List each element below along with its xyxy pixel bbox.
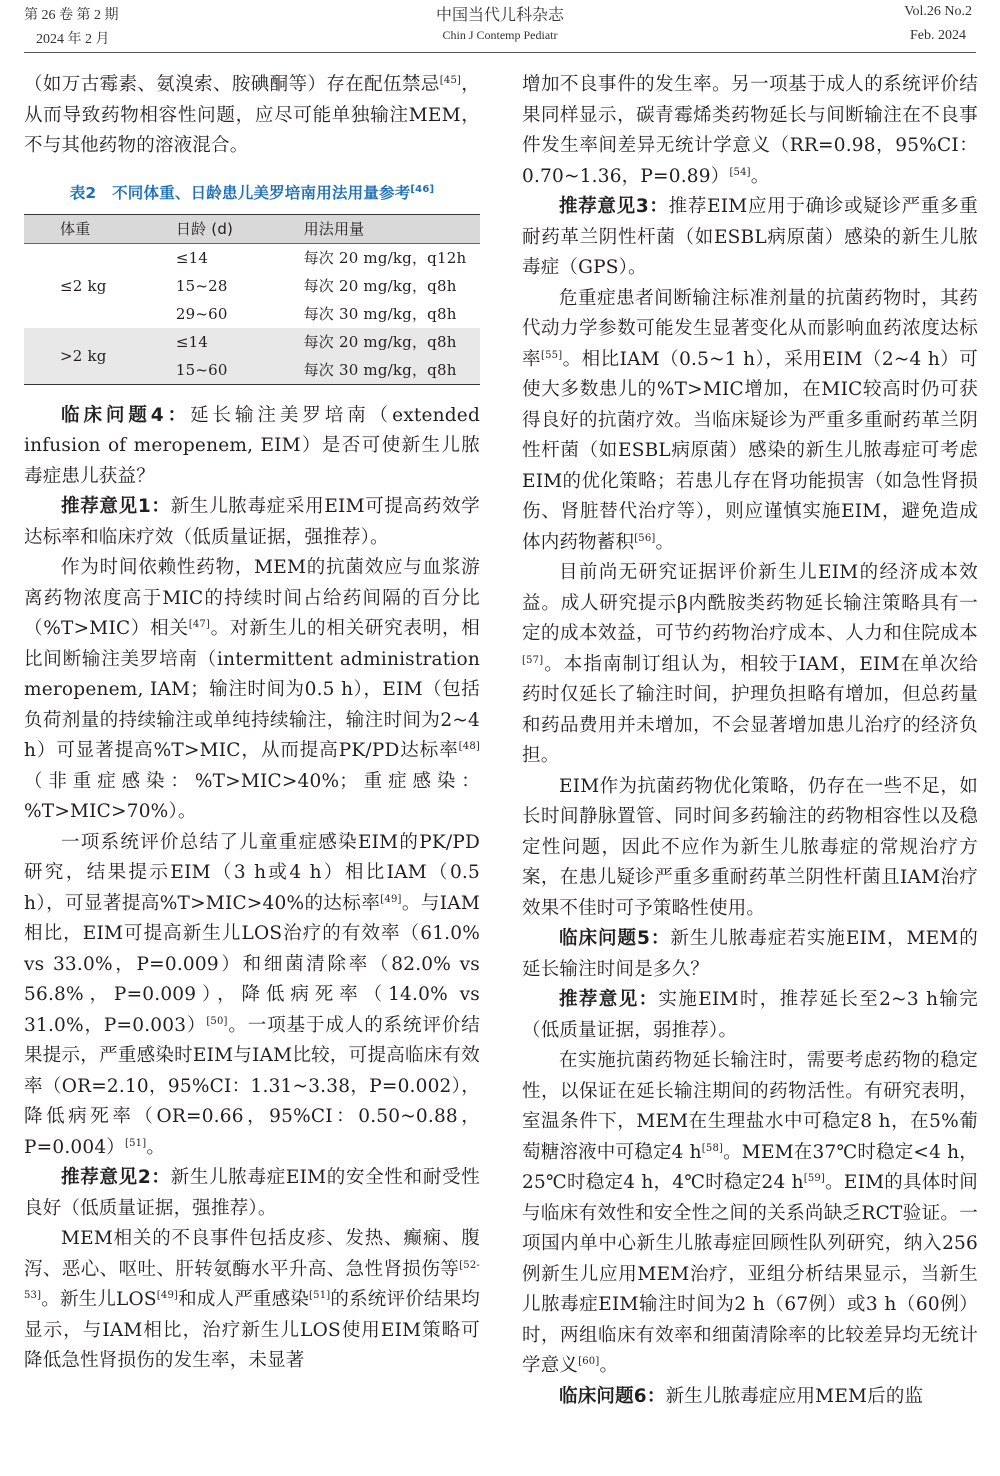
volume-issue-en: Vol.26 No.2 [904,4,972,19]
header-rule [24,52,976,53]
table-row: >2 kg ≤14 每次 20 mg/kg，q8h [24,328,480,356]
table-header: 用法用量 [298,214,480,243]
journal-title-en: Chin J Contemp Pediatr [442,28,558,42]
right-column [522,70,978,1412]
left-column [24,70,480,1377]
recommendation-2: 推荐意见2：新生儿脓毒症EIM的安全性和耐受性良好（低质量证据，强推荐）。 [24,1167,480,1219]
recommendation-3: 推荐意见3：推荐EIM应用于确诊或疑诊严重多重耐药革兰阴性杆菌（如ESBL病原菌）感染的新生儿脓毒症（GPS）。 [522,196,978,278]
table-row: 29~60 每次 30 mg/kg，q8h [175,304,457,323]
publication-date-en: Feb. 2024 [910,28,966,43]
table-row: 15~60 每次 30 mg/kg，q8h [24,356,480,385]
table-caption: 表2 不同体重、日龄患儿美罗培南用法用量参考[46] [69,183,435,202]
paragraph: 目前尚无研究证据评价新生儿EIM的经济成本效益。成人研究提示β内酰胺类药物延长输注策略具有一定的成本效益，可节约药物治疗成本、人力和住院成本[57]。本指南制订组认为，相较于IAM，EIM在单次给药时仅延长了输注时间，护理负担略有增加，但总药量和药品费用并未增加，不会显著增加患儿治疗的经济负担。 [522,562,978,766]
dosage-table [24,214,480,385]
paragraph: EIM作为抗菌药物优化策略，仍存在一些不足，如长时间静脉置管、同时间多药输注的药物相容性以及稳定性问题，因此不应作为新生儿脓毒症的常规治疗方案，在患儿疑诊严重多重耐药革兰阴性杆菌且IAM治疗效果不佳时可予策略性使用。 [522,775,978,919]
table-header: 日龄 (d) [170,214,298,243]
clinical-question-5: 临床问题5：新生儿脓毒症若实施EIM，MEM的延长输注时间是多久？ [522,928,979,980]
clinical-question-6: 临床问题6：新生儿脓毒症应用MEM后的监 [559,1385,924,1407]
clinical-question-4: 临床问题4：延长输注美罗培南（extended infusion of meropenem, EIM）是否可使新生儿脓毒症患儿获益？ [24,404,480,487]
table-row: ≤2 kg ≤14 每次 20 mg/kg，q12h [60,248,467,295]
paragraph: MEM相关的不良事件包括皮疹、发热、癫痫、腹泻、恶心、呕吐、肝转氨酶水平升高、急性肾损伤等[52-53]。新生儿LOS[49]和成人严重感染[51]的系统评价结果均显示，与IAM相比，治疗新生儿LOS使用EIM策略可降低急性肾损伤的发生率，未显著 [24,1228,480,1371]
paragraph: （如万古霉素、氨溴索、胺碘酮等）存在配伍禁忌[45]，从而导致药物相容性问题，应尽可能单独输注MEM，不与其他药物的溶液混合。 [24,74,481,156]
running-header [0,0,1000,56]
journal-title: 中国当代儿科杂志 [435,7,564,24]
volume-issue: 第 26 卷 第 2 期 [24,8,119,23]
table-header: 体重 [24,214,170,243]
paragraph: 增加不良事件的发生率。另一项基于成人的系统评价结果同样显示，碳青霉烯类药物延长与间断输注在不良事件发生率间差异无统计学意义（RR=0.98，95%CI：0.70~1.36，P=0.89）[54]。 [522,74,978,187]
publication-date: 2024 年 2 月 [36,32,110,47]
recommendation: 推荐意见：实施EIM时，推荐延长至2~3 h输完（低质量证据，弱推荐）。 [522,989,978,1041]
paragraph: 一项系统评价总结了儿童重症感染EIM的PK/PD研究，结果提示EIM（3 h或4 h）相比IAM（0.5 h），可显著提高%T>MIC>40%的达标率[49]。与IAM相比，EIM可提高新生儿LOS治疗的有效率（61.0% vs 33.0%，P=0.009）和细菌清除率（82.0% vs 56.8%，P=0.009），降低病死率（14.0% vs 31.0%，P=0.003）[50]。一项基于成人的系统评价结果提示，严重感染时EIM与IAM比较，可提高临床有效率（OR=2.10，95%CI：1.31~3.38，P=0.002），降低病死率（OR=0.66，95%CI：0.50~0.88，P=0.004）[51]。 [24,831,480,1158]
paragraph: 作为时间依赖性药物，MEM的抗菌效应与血浆游离药物浓度高于MIC的持续时间占给药间隔的百分比（%T>MIC）相关[47]。对新生儿的相关研究表明，相比间断输注美罗培南（intermittent administration meropenem, IAM；输注时间为0.5 h），EIM（包括负荷剂量的持续输注或单纯持续输注，输注时间为2~4 h）可显著提高%T>MIC，从而提高PK/PD达标率[48]（非重症感染：%T>MIC>40%；重症感染：%T>MIC>70%）。 [24,557,480,822]
paragraph: 危重症患者间断输注标准剂量的抗菌药物时，其药代动力学参数可能发生显著变化从而影响血药浓度达标率[55]。相比IAM（0.5~1 h），采用EIM（2~4 h）可使大多数患儿的%T>MIC增加，在MIC较高时仍可获得良好的抗菌疗效。当临床疑诊为严重多重耐药革兰阴性杆菌（如ESBL病原菌）感染的新生儿脓毒症可考虑EIM的优化策略；若患儿存在肾功能损害（如急性肾损伤、肾脏替代治疗等），则应谨慎实施EIM，避免造成体内药物蓄积[56]。 [522,287,978,553]
recommendation-1: 推荐意见1：新生儿脓毒症采用EIM可提高药效学达标率和临床疗效（低质量证据，强推荐）。 [24,496,480,548]
table-row: 15~28 每次 20 mg/kg，q8h [175,276,457,295]
paragraph: 在实施抗菌药物延长输注时，需要考虑药物的稳定性，以保证在延长输注期间的药物活性。有研究表明，室温条件下，MEM在生理盐水中可稳定8 h，在5%葡萄糖溶液中可稳定4 h[58]。MEM在37℃时稳定<4 h，25℃时稳定4 h，4℃时稳定24 h[59]。EIM的具体时间与临床有效性和安全性之间的关系尚缺乏RCT验证。一项国内单中心新生儿脓毒症回顾性队列研究，纳入256例新生儿应用MEM治疗，亚组分析结果显示，当新生儿脓毒症EIM输注时间为2 h（67例）或3 h（60例）时，两组临床有效率和细菌清除率的比较差异均无统计学意义[60]。 [522,1050,979,1376]
